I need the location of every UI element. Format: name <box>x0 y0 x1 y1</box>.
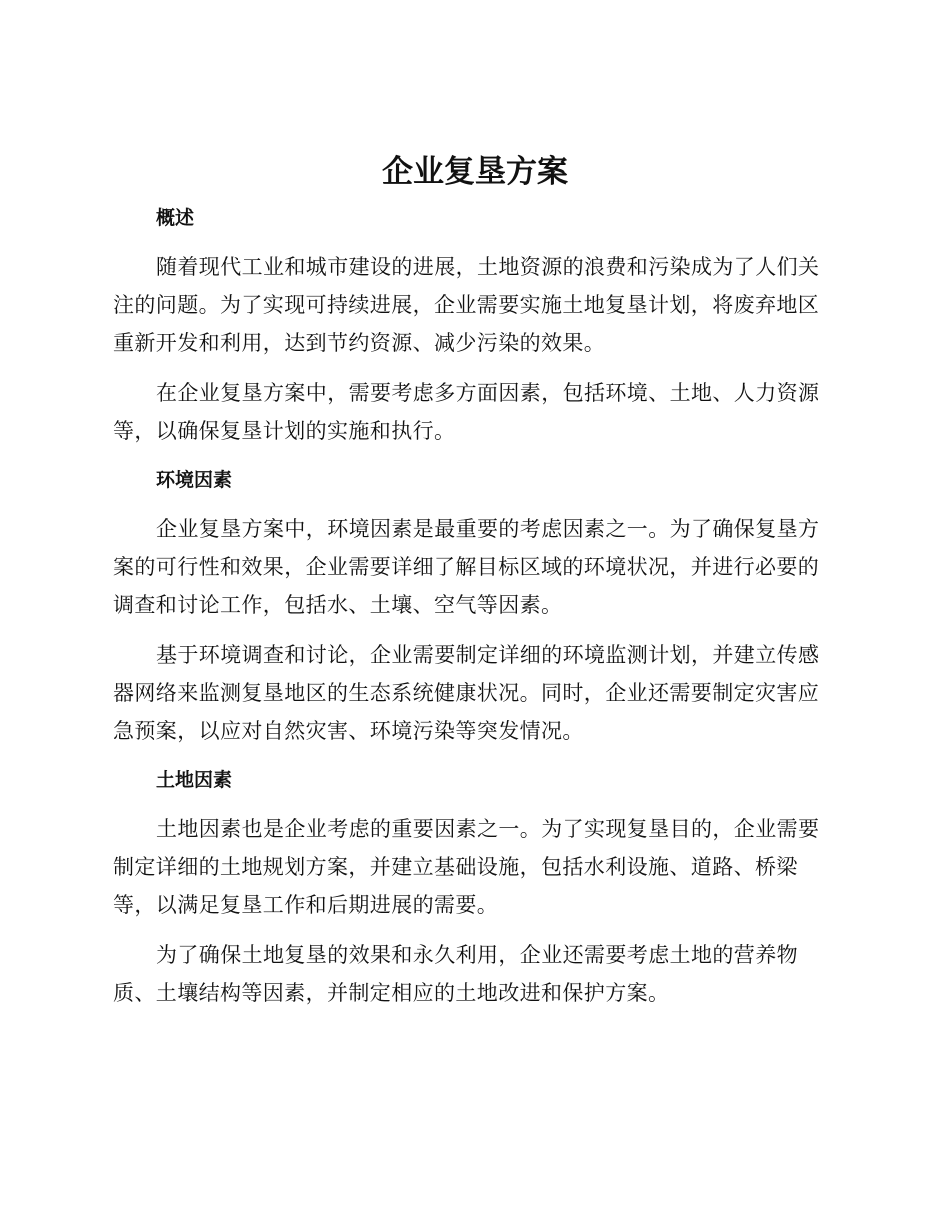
section-overview <box>113 200 833 450</box>
section-land <box>113 762 833 1012</box>
document-body <box>113 200 833 1024</box>
paragraph: 为了确保土地复垦的效果和永久利用，企业还需要考虑土地的营养物质、土壤结构等因素，并制定相应的土地改进和保护方案。 <box>113 943 798 1005</box>
paragraph: 随着现代工业和城市建设的进展，土地资源的浪费和污染成为了人们关注的问题。为了实现可持续进展，企业需要实施土地复垦计划，将废弃地区重新开发和利用，达到节约资源、减少污染的效果。 <box>113 255 820 355</box>
section-environment <box>113 462 833 750</box>
section-heading: 土地因素 <box>156 769 233 791</box>
paragraph: 基于环境调查和讨论，企业需要制定详细的环境监测计划，并建立传感器网络来监测复垦地区的生态系统健康状况。同时，企业还需要制定灾害应急预案，以应对自然灾害、环境污染等突发情况。 <box>113 643 820 743</box>
section-heading: 环境因素 <box>156 469 233 491</box>
section-heading: 概述 <box>156 207 195 229</box>
paragraph: 土地因素也是企业考虑的重要因素之一。为了实现复垦目的，企业需要制定详细的土地规划方案，并建立基础设施，包括水利设施、道路、桥梁等，以满足复垦工作和后期进展的需要。 <box>113 817 820 917</box>
document-title: 企业复垦方案 <box>382 154 568 190</box>
paragraph: 企业复垦方案中，环境因素是最重要的考虑因素之一。为了确保复垦方案的可行性和效果，企业需要详细了解目标区域的环境状况，并进行必要的调查和讨论工作，包括水、土壤、空气等因素。 <box>113 517 820 617</box>
paragraph: 在企业复垦方案中，需要考虑多方面因素，包括环境、土地、人力资源等，以确保复垦计划的实施和执行。 <box>113 381 820 443</box>
